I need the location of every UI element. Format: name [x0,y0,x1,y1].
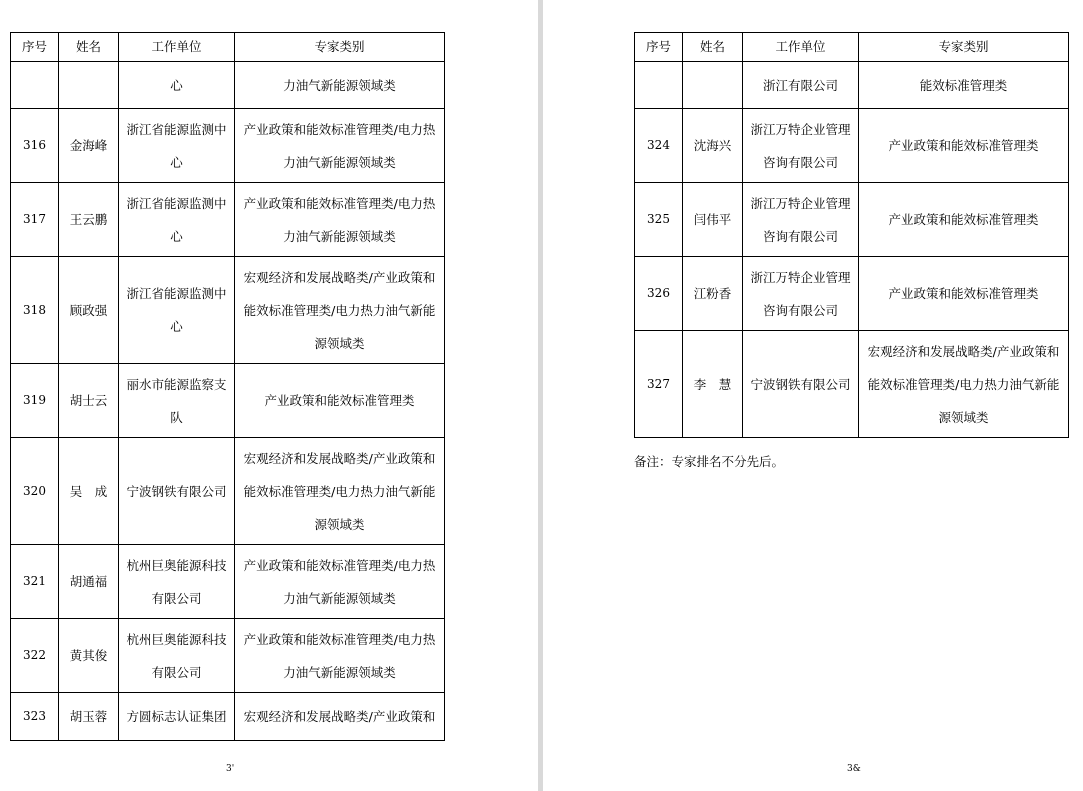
cell-unit: 浙江有限公司 [743,62,859,109]
cell-category: 能效标准管理类 [859,62,1069,109]
cell-unit: 浙江省能源监测中心 [119,257,235,364]
table-row [635,62,1069,109]
cell-name: 黄其俊 [59,619,119,693]
cell-name: 江粉香 [683,257,743,331]
cell-name: 吴 成 [59,438,119,545]
table-row [11,619,445,693]
header-name: 姓名 [683,33,743,62]
cell-no: 326 [635,257,683,331]
header-name: 姓名 [59,33,119,62]
cell-category: 宏观经济和发展战略类/产业政策和能效标准管理类/电力热力油气新能源领域类 [859,331,1069,438]
table-row [11,693,445,741]
cell-category: 产业政策和能效标准管理类 [859,183,1069,257]
cell-no: 323 [11,693,59,741]
cell-name: 胡士云 [59,364,119,438]
table-row [635,109,1069,183]
cell-unit: 浙江万特企业管理咨询有限公司 [743,109,859,183]
cell-no: 316 [11,109,59,183]
cell-unit: 浙江省能源监测中心 [119,183,235,257]
cell-category: 力油气新能源领域类 [235,62,445,109]
header-no: 序号 [11,33,59,62]
page-left [0,0,538,791]
table-row [11,364,445,438]
cell-name: 顾政强 [59,257,119,364]
expert-table-right [634,32,1069,438]
cell-no: 324 [635,109,683,183]
cell-unit: 方圆标志认证集团 [119,693,235,741]
cell-name: 沈海兴 [683,109,743,183]
table-row [635,257,1069,331]
cell-unit: 浙江万特企业管理咨询有限公司 [743,257,859,331]
cell-unit: 杭州巨奥能源科技有限公司 [119,619,235,693]
cell-name: 胡玉蓉 [59,693,119,741]
cell-no: 319 [11,364,59,438]
cell-category: 产业政策和能效标准管理类 [859,257,1069,331]
table-header-row [635,33,1069,62]
cell-category: 产业政策和能效标准管理类 [859,109,1069,183]
cell-no [11,62,59,109]
table-row [11,438,445,545]
page-number: 3& [847,764,861,774]
cell-unit: 宁波钢铁有限公司 [119,438,235,545]
table-row [11,62,445,109]
cell-name [59,62,119,109]
cell-no: 322 [11,619,59,693]
cell-category: 宏观经济和发展战略类/产业政策和能效标准管理类/电力热力油气新能源领域类 [235,257,445,364]
cell-category: 宏观经济和发展战略类/产业政策和能效标准管理类/电力热力油气新能源领域类 [235,438,445,545]
cell-no: 318 [11,257,59,364]
cell-unit: 丽水市能源监察支队 [119,364,235,438]
table-row [11,183,445,257]
cell-category: 产业政策和能效标准管理类/电力热力油气新能源领域类 [235,109,445,183]
cell-no: 320 [11,438,59,545]
page-number: 3' [226,764,235,774]
table-header-row [11,33,445,62]
cell-category: 产业政策和能效标准管理类 [235,364,445,438]
table-row [635,183,1069,257]
cell-unit: 浙江万特企业管理咨询有限公司 [743,183,859,257]
header-no: 序号 [635,33,683,62]
cell-category: 产业政策和能效标准管理类/电力热力油气新能源领域类 [235,545,445,619]
cell-category: 宏观经济和发展战略类/产业政策和 [235,693,445,741]
table-row [11,109,445,183]
cell-no: 321 [11,545,59,619]
cell-name [683,62,743,109]
cell-category: 产业政策和能效标准管理类/电力热力油气新能源领域类 [235,619,445,693]
cell-unit: 杭州巨奥能源科技有限公司 [119,545,235,619]
cell-name: 胡通福 [59,545,119,619]
table-row [11,545,445,619]
cell-category: 产业政策和能效标准管理类/电力热力油气新能源领域类 [235,183,445,257]
footnote: 备注：专家排名不分先后。 [634,454,785,469]
table-row [11,257,445,364]
cell-no: 327 [635,331,683,438]
cell-name: 闫伟平 [683,183,743,257]
cell-unit: 宁波钢铁有限公司 [743,331,859,438]
cell-name: 王云鹏 [59,183,119,257]
table-row [635,331,1069,438]
cell-unit: 浙江省能源监测中心 [119,109,235,183]
page-right [543,0,1083,791]
header-unit: 工作单位 [119,33,235,62]
cell-unit: 心 [119,62,235,109]
cell-name: 李 慧 [683,331,743,438]
header-unit: 工作单位 [743,33,859,62]
cell-no: 317 [11,183,59,257]
cell-name: 金海峰 [59,109,119,183]
cell-no [635,62,683,109]
cell-no: 325 [635,183,683,257]
expert-table-left [10,32,445,741]
header-category: 专家类别 [235,33,445,62]
header-category: 专家类别 [859,33,1069,62]
